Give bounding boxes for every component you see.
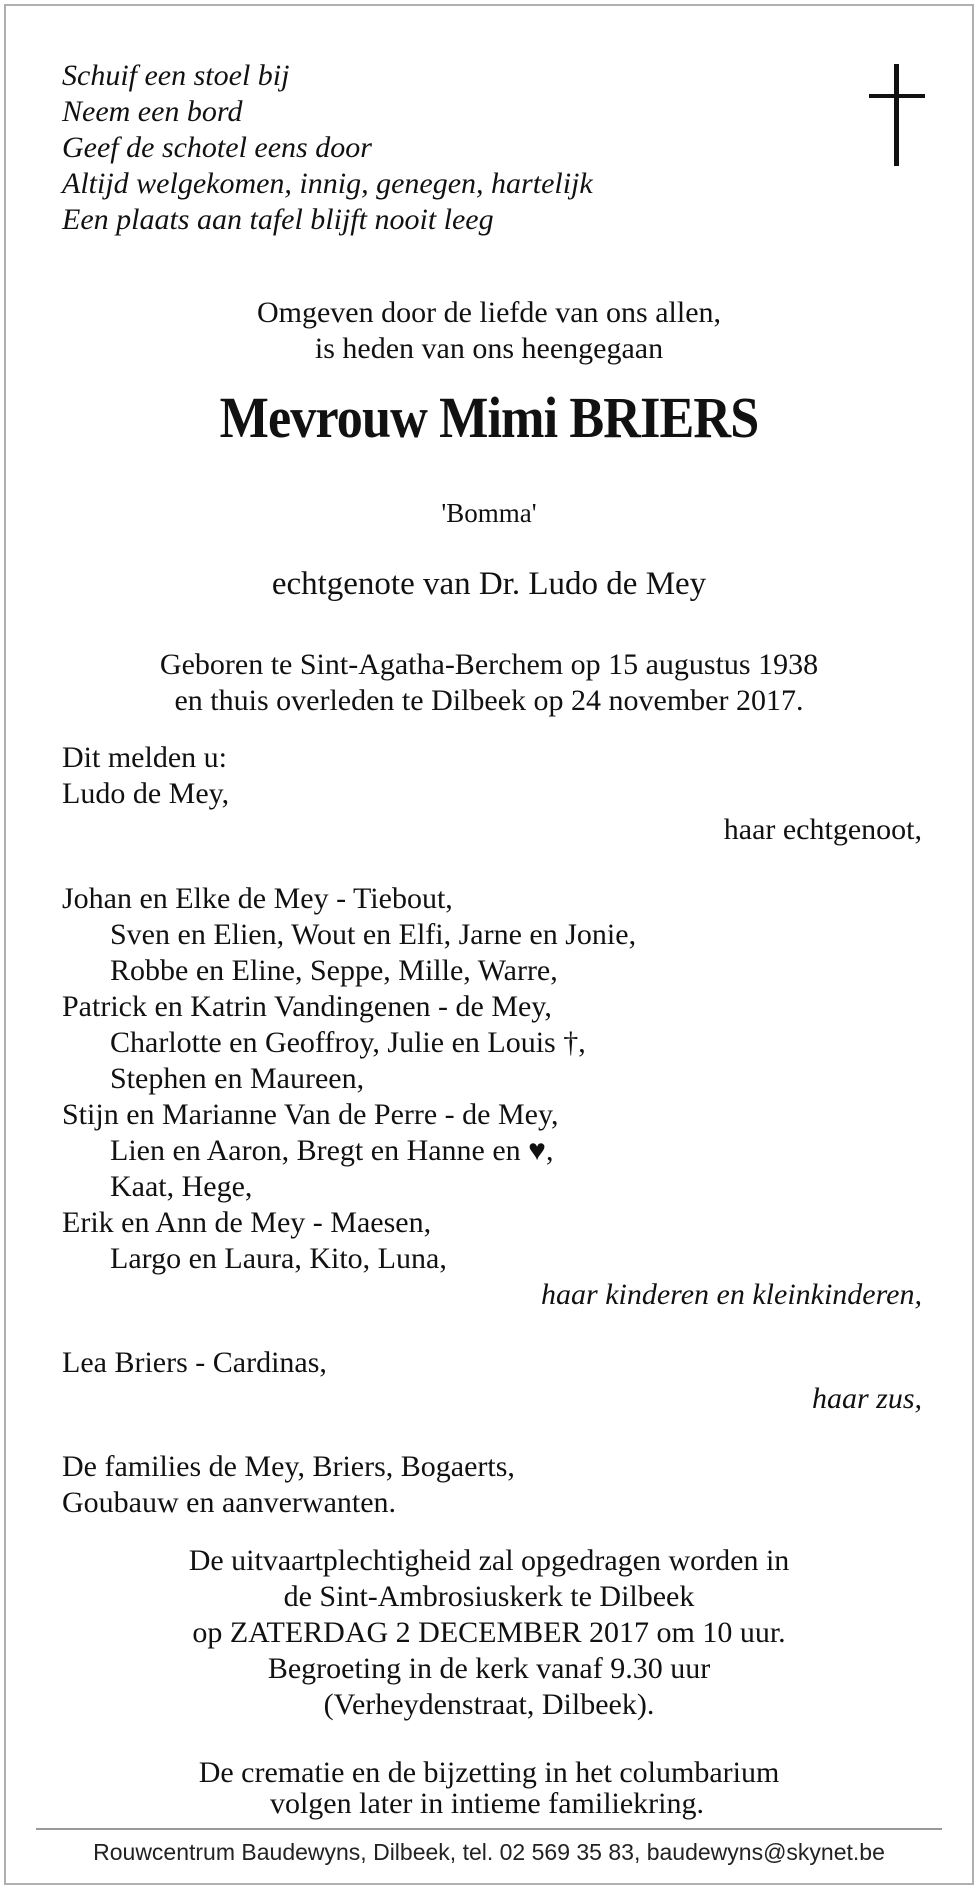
- ceremony-line: op ZATERDAG 2 DECEMBER 2017 om 10 uur.: [192, 1616, 786, 1649]
- poem-line: Altijd welgekomen, innig, genegen, hartelijk: [62, 167, 593, 200]
- cremation-line: volgen later in intieme familiekring.: [269, 1787, 705, 1820]
- deceased-name: Mevrouw Mimi BRIERS: [219, 385, 759, 450]
- announce-header: Dit melden u:: [62, 741, 227, 774]
- family-line: Lien en Aaron, Bregt en Hanne en ♥,: [110, 1134, 554, 1167]
- death-line: en thuis overleden te Dilbeek op 24 november 2017.: [174, 684, 804, 717]
- poem-line: Schuif een stoel bij: [62, 59, 290, 92]
- family-line: Stephen en Maureen,: [110, 1062, 365, 1095]
- footer-divider: [36, 1828, 942, 1830]
- ceremony-line: de Sint-Ambrosiuskerk te Dilbeek: [283, 1580, 695, 1613]
- sister-role: haar zus,: [811, 1382, 922, 1415]
- family-line: Sven en Elien, Wout en Elfi, Jarne en Jonie,: [110, 918, 637, 951]
- ceremony-line: De uitvaartplechtigheid zal opgedragen worden in: [188, 1544, 790, 1577]
- cross-icon: [869, 64, 925, 166]
- family-line: Charlotte en Geoffroy, Julie en Louis †,: [110, 1026, 586, 1059]
- intro-line: is heden van ons heengegaan: [314, 332, 664, 365]
- intro-line: Omgeven door de liefde van ons allen,: [256, 296, 722, 329]
- nickname: 'Bomma': [441, 498, 537, 528]
- poem-line: Neem een bord: [62, 95, 243, 128]
- family-line: Erik en Ann de Mey - Maesen,: [62, 1206, 432, 1239]
- family-line: Kaat, Hege,: [110, 1170, 253, 1203]
- poem-line: Een plaats aan tafel blijft nooit leeg: [62, 203, 494, 236]
- poem-line: Geef de schotel eens door: [62, 131, 372, 164]
- spouse-line: echtgenote van Dr. Ludo de Mey: [271, 566, 707, 602]
- family-role: haar kinderen en kleinkinderen,: [541, 1278, 922, 1311]
- sister-name: Lea Briers - Cardinas,: [62, 1346, 327, 1379]
- family-line: Robbe en Eline, Seppe, Mille, Warre,: [110, 954, 558, 987]
- obituary-card: [4, 4, 974, 1885]
- family-line: Johan en Elke de Mey - Tiebout,: [62, 882, 453, 915]
- families-line: De families de Mey, Briers, Bogaerts,: [62, 1450, 515, 1483]
- ceremony-line: (Verheydenstraat, Dilbeek).: [323, 1688, 655, 1721]
- families-line: Goubauw en aanverwanten.: [62, 1486, 397, 1519]
- birth-line: Geboren te Sint-Agatha-Berchem op 15 augustus 1938: [159, 648, 819, 681]
- family-line: Patrick en Katrin Vandingenen - de Mey,: [62, 990, 552, 1023]
- cremation-line: De crematie en de bijzetting in het columbarium: [198, 1756, 780, 1789]
- family-line: Stijn en Marianne Van de Perre - de Mey,: [62, 1098, 559, 1131]
- family-line: Largo en Laura, Kito, Luna,: [110, 1242, 447, 1275]
- footer-text: Rouwcentrum Baudewyns, Dilbeek, tel. 02 569 35 83, baudewyns@skynet.be: [93, 1839, 885, 1865]
- ceremony-line: Begroeting in de kerk vanaf 9.30 uur: [267, 1652, 711, 1685]
- husband-role: haar echtgenoot,: [723, 813, 922, 846]
- husband-name: Ludo de Mey,: [62, 777, 230, 810]
